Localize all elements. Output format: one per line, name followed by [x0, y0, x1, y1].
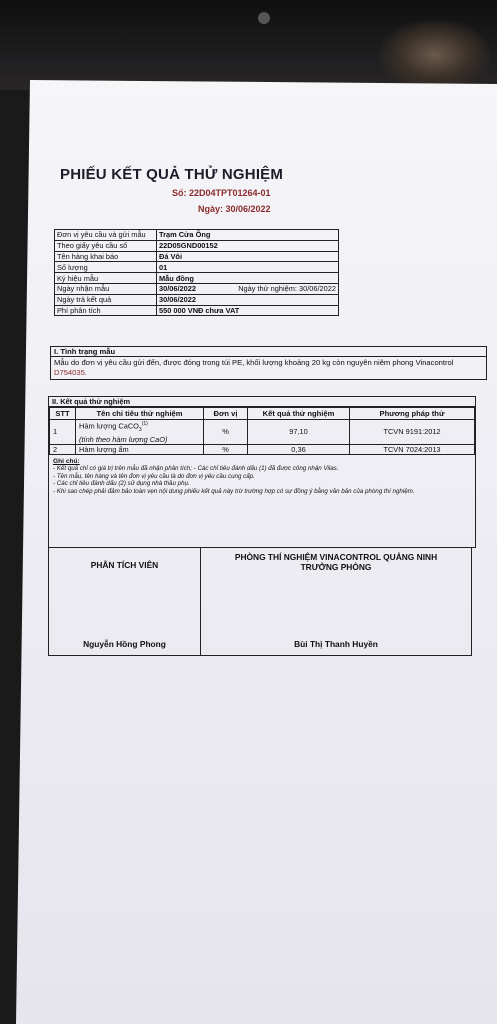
- lab-cell: [201, 548, 471, 655]
- info-value: [157, 283, 339, 294]
- lab-title: PHÒNG THÍ NGHIỆM VINACONTROL QUẢNG NINH: [234, 552, 438, 562]
- results-heading: II. Kết quả thử nghiệm: [49, 397, 475, 407]
- document-number: Số: 22D04TPT01264-01: [172, 188, 271, 198]
- col-unit: Đơn vị: [204, 408, 248, 420]
- info-value: [157, 294, 339, 305]
- info-row: [55, 283, 339, 294]
- col-result: Kết quả thử nghiệm: [248, 408, 350, 420]
- info-label: Phí phân tích: [55, 305, 157, 316]
- sample-condition-text: [51, 357, 486, 379]
- info-value: [157, 240, 339, 251]
- note-line: - Các chỉ tiêu đánh dấu (2) sử dụng nhà thầu phụ.: [53, 480, 190, 488]
- info-label: Số lượng: [55, 262, 157, 273]
- lab-head-title: TRƯỞNG PHÒNG: [300, 562, 372, 572]
- info-value-text: Đá Vôi: [159, 251, 182, 261]
- row-name: Hàm lượng ẩm: [76, 444, 204, 454]
- table-row: [50, 444, 475, 454]
- background-light: [380, 20, 490, 90]
- row-name-sub: 3: [138, 426, 142, 433]
- notes-block: [49, 455, 475, 498]
- row-stt: 1: [50, 420, 76, 445]
- row-value: 97,10: [248, 420, 350, 445]
- info-extra: Ngày thử nghiệm: 30/06/2022: [238, 284, 336, 294]
- row-name: [76, 420, 204, 445]
- info-row: [55, 273, 339, 284]
- info-value-text: 01: [159, 262, 168, 272]
- lab-head-name: Bùi Thị Thanh Huyền: [294, 639, 378, 649]
- info-value: [157, 251, 339, 262]
- info-value: [157, 262, 339, 273]
- info-label: Đơn vị yêu cầu và gửi mẫu: [55, 230, 157, 241]
- info-value-text: 550 000 VNĐ chưa VAT: [159, 305, 240, 315]
- row-unit: %: [204, 420, 248, 445]
- results-header-row: [50, 408, 475, 420]
- signature-table: [48, 547, 472, 656]
- notes-heading: Ghi chú:: [53, 457, 80, 465]
- info-row: [55, 262, 339, 273]
- info-value-text: 22D05GND00152: [159, 241, 218, 251]
- info-label: Ngày nhận mẫu: [55, 283, 157, 294]
- analyst-title: PHÂN TÍCH VIÊN: [90, 560, 159, 570]
- info-value-text: 30/06/2022: [159, 284, 196, 294]
- info-row: [55, 230, 339, 241]
- info-value-text: 30/06/2022: [159, 295, 196, 305]
- col-method: Phương pháp thử: [350, 408, 475, 420]
- info-row: [55, 251, 339, 262]
- info-row: [55, 240, 339, 251]
- info-value: [157, 273, 339, 284]
- sample-condition-heading: I. Tình trạng mẫu: [51, 347, 486, 357]
- info-table: [54, 229, 339, 316]
- note-line: - Tên mẫu, tên hàng và tên đơn vị yêu cầu là do đơn vị yêu cầu cung cấp.: [53, 472, 255, 480]
- note-line: - Kết quả chỉ có giá trị trên mẫu đã nhận phân tích; - Các chỉ tiêu đánh dấu (1) đã được công nhận Vilas.: [53, 465, 339, 473]
- document-date: Ngày: 30/06/2022: [198, 204, 271, 214]
- note-line: - Khi sao chép phải đảm bảo toàn vẹn nội dung phiếu kết quả này trừ trường hợp có sự đồng ý bằng văn bản của phòng thí nghiệm.: [53, 487, 415, 495]
- sample-condition-body: Mẫu do đơn vị yêu cầu gửi đến, được đóng trong túi PE, khối lượng khoảng 20 kg còn nguyên niêm phong Vinacontrol: [54, 358, 454, 367]
- row-name-note: (tính theo hàm lượng CaO): [79, 434, 168, 444]
- info-label: Ngày trả kết quả: [55, 294, 157, 305]
- info-label: Tên hàng khai báo: [55, 251, 157, 262]
- analyst-name: Nguyễn Hồng Phong: [83, 639, 166, 649]
- info-value-text: Trạm Cửa Ông: [159, 230, 211, 240]
- info-row: [55, 305, 339, 316]
- row-value: 0,36: [248, 444, 350, 454]
- sample-condition-section: [50, 346, 487, 380]
- row-name-sup: (1): [141, 421, 148, 427]
- table-row: [50, 420, 475, 445]
- results-table: [49, 407, 475, 455]
- results-section: [48, 396, 476, 548]
- info-row: [55, 294, 339, 305]
- info-label: Ký hiệu mẫu: [55, 273, 157, 284]
- document-title: PHIẾU KẾT QUẢ THỬ NGHIỆM: [60, 166, 284, 183]
- info-value: [157, 305, 339, 316]
- row-name-text: Hàm lượng CaCO: [79, 421, 139, 431]
- analyst-cell: [49, 548, 201, 655]
- row-unit: %: [204, 444, 248, 454]
- row-stt: 2: [50, 444, 76, 454]
- info-label: Theo giấy yêu cầu số: [55, 240, 157, 251]
- row-method: TCVN 7024:2013: [350, 444, 475, 454]
- col-stt: STT: [50, 408, 76, 420]
- seal-code: D754035.: [54, 368, 87, 377]
- col-name: Tên chỉ tiêu thử nghiệm: [76, 408, 204, 420]
- row-method: TCVN 9191:2012: [350, 420, 475, 445]
- info-value: [157, 230, 339, 241]
- info-value-text: Mẫu đồng: [159, 273, 194, 283]
- background-dot: [258, 12, 270, 24]
